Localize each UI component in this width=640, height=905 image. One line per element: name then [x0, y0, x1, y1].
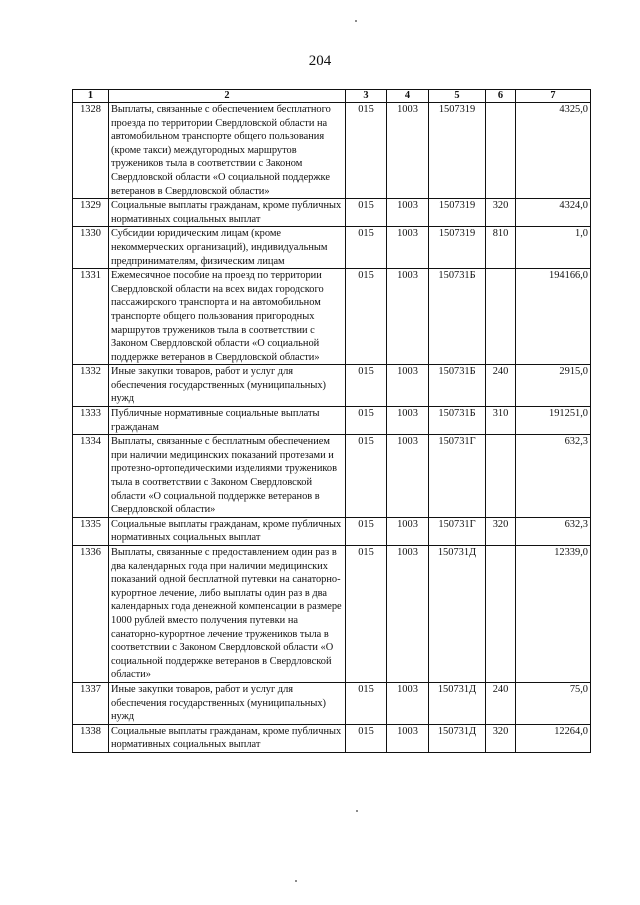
- row-number: 1329: [73, 199, 109, 227]
- header-row: [73, 90, 591, 103]
- header-col-6: 6: [486, 90, 516, 103]
- row-description: Социальные выплаты гражданам, кроме публичных нормативных социальных выплат: [109, 517, 346, 545]
- row-admin-code: 015: [346, 517, 387, 545]
- row-admin-code: 015: [346, 435, 387, 518]
- table-row: [73, 546, 591, 683]
- row-number: 1332: [73, 365, 109, 407]
- row-description: Социальные выплаты гражданам, кроме публичных нормативных социальных выплат: [109, 199, 346, 227]
- row-amount: 194166,0: [516, 269, 591, 365]
- row-section-code: 1003: [387, 269, 429, 365]
- row-number: 1337: [73, 682, 109, 724]
- scan-speck: [295, 880, 297, 882]
- row-section-code: 1003: [387, 365, 429, 407]
- row-expense-type: 810: [486, 227, 516, 269]
- row-description: Субсидии юридическим лицам (кроме некоммерческих организаций), индивидуальным предпринимателям, физическим лицам: [109, 227, 346, 269]
- row-description: Выплаты, связанные с предоставлением один раз в два календарных года при наличии медицинских показаний одной бесплатной путевки на санаторно-курортное лечение, либо выплаты один раз в два календарных года денежной компенсации в размере 1000 рублей вместо получения путевки на санаторно-курортное лечение тружеников тыла в соответствии с Законом Свердловской области «О социальной поддержке ветеранов в Свердловской области»: [109, 546, 346, 683]
- row-admin-code: 015: [346, 199, 387, 227]
- row-expense-type: [486, 103, 516, 199]
- header-col-1: 1: [73, 90, 109, 103]
- row-description: Публичные нормативные социальные выплаты гражданам: [109, 407, 346, 435]
- header-col-4: 4: [387, 90, 429, 103]
- row-admin-code: 015: [346, 546, 387, 683]
- row-expense-type: 240: [486, 682, 516, 724]
- row-expense-type: 240: [486, 365, 516, 407]
- row-section-code: 1003: [387, 546, 429, 683]
- row-target-code: 150731Б: [429, 269, 486, 365]
- row-section-code: 1003: [387, 682, 429, 724]
- row-amount: 1,0: [516, 227, 591, 269]
- row-amount: 4324,0: [516, 199, 591, 227]
- row-target-code: 150731Г: [429, 435, 486, 518]
- table-row: [73, 227, 591, 269]
- budget-table: [72, 89, 591, 753]
- table-row: [73, 435, 591, 518]
- row-target-code: 150731Д: [429, 724, 486, 752]
- row-amount: 2915,0: [516, 365, 591, 407]
- row-amount: 4325,0: [516, 103, 591, 199]
- table-body: [73, 103, 591, 753]
- row-target-code: 150731Б: [429, 407, 486, 435]
- row-admin-code: 015: [346, 682, 387, 724]
- row-section-code: 1003: [387, 227, 429, 269]
- row-description: Иные закупки товаров, работ и услуг для обеспечения государственных (муниципальных) нужд: [109, 682, 346, 724]
- table-row: [73, 199, 591, 227]
- row-section-code: 1003: [387, 103, 429, 199]
- row-target-code: 150731Д: [429, 546, 486, 683]
- row-expense-type: 320: [486, 199, 516, 227]
- table-row: [73, 517, 591, 545]
- row-number: 1335: [73, 517, 109, 545]
- row-description: Ежемесячное пособие на проезд по территории Свердловской области на всех видах городского пассажирского транспорта и на автомобильном транспорте общего пользования пригородных маршрутов тружеников тыла в соответствии с Законом Свердловской области «О социальной поддержке ветеранов в Свердловской области»: [109, 269, 346, 365]
- row-admin-code: 015: [346, 365, 387, 407]
- table-row: [73, 724, 591, 752]
- row-section-code: 1003: [387, 435, 429, 518]
- row-expense-type: 320: [486, 724, 516, 752]
- row-expense-type: 310: [486, 407, 516, 435]
- scan-speck: [355, 20, 357, 22]
- row-description: Выплаты, связанные с бесплатным обеспечением при наличии медицинских показаний протезами и протезно-ортопедическими изделиями тружеников тыла в соответствии с Законом Свердловской области «О социальной поддержке ветеранов в Свердловской области»: [109, 435, 346, 518]
- row-number: 1331: [73, 269, 109, 365]
- table-row: [73, 269, 591, 365]
- row-number: 1328: [73, 103, 109, 199]
- row-target-code: 150731Д: [429, 682, 486, 724]
- row-target-code: 1507319: [429, 199, 486, 227]
- row-target-code: 150731Б: [429, 365, 486, 407]
- row-number: 1334: [73, 435, 109, 518]
- header-col-5: 5: [429, 90, 486, 103]
- page-number: 204: [308, 53, 332, 69]
- row-expense-type: [486, 269, 516, 365]
- row-target-code: 150731Г: [429, 517, 486, 545]
- row-admin-code: 015: [346, 227, 387, 269]
- row-section-code: 1003: [387, 199, 429, 227]
- row-amount: 12339,0: [516, 546, 591, 683]
- row-target-code: 1507319: [429, 227, 486, 269]
- table-header: [73, 90, 591, 103]
- row-admin-code: 015: [346, 103, 387, 199]
- header-col-3: 3: [346, 90, 387, 103]
- table-row: [73, 365, 591, 407]
- table-row: [73, 407, 591, 435]
- row-amount: 632,3: [516, 517, 591, 545]
- row-number: 1333: [73, 407, 109, 435]
- table-row: [73, 103, 591, 199]
- table-row: [73, 682, 591, 724]
- row-description: Социальные выплаты гражданам, кроме публичных нормативных социальных выплат: [109, 724, 346, 752]
- row-admin-code: 015: [346, 407, 387, 435]
- header-col-7: 7: [516, 90, 591, 103]
- row-number: 1330: [73, 227, 109, 269]
- row-section-code: 1003: [387, 724, 429, 752]
- row-amount: 75,0: [516, 682, 591, 724]
- row-expense-type: 320: [486, 517, 516, 545]
- row-amount: 12264,0: [516, 724, 591, 752]
- row-expense-type: [486, 546, 516, 683]
- row-admin-code: 015: [346, 269, 387, 365]
- row-amount: 632,3: [516, 435, 591, 518]
- row-description: Выплаты, связанные с обеспечением бесплатного проезда по территории Свердловской области на автомобильном транспорте общего пользования (кроме такси) междугородных маршрутов тружеников тыла в соответствии с Законом Свердловской области «О социальной поддержке ветеранов в Свердловской области»: [109, 103, 346, 199]
- row-number: 1336: [73, 546, 109, 683]
- row-description: Иные закупки товаров, работ и услуг для обеспечения государственных (муниципальных) нужд: [109, 365, 346, 407]
- row-expense-type: [486, 435, 516, 518]
- row-amount: 191251,0: [516, 407, 591, 435]
- header-col-2: 2: [109, 90, 346, 103]
- row-section-code: 1003: [387, 517, 429, 545]
- row-admin-code: 015: [346, 724, 387, 752]
- row-section-code: 1003: [387, 407, 429, 435]
- row-number: 1338: [73, 724, 109, 752]
- scan-speck: [356, 810, 358, 812]
- row-target-code: 1507319: [429, 103, 486, 199]
